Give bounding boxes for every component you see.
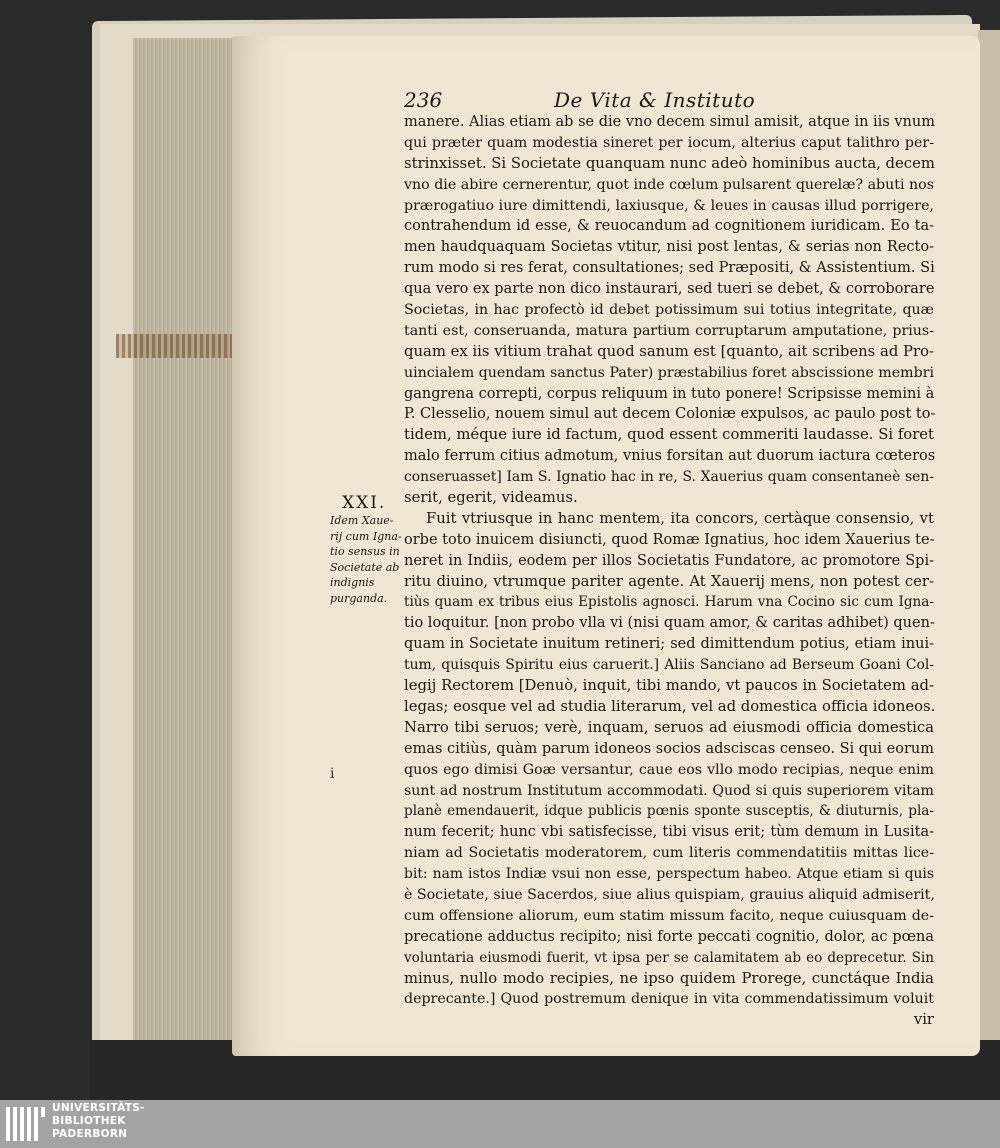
text-line: tiùs quam ex tribus eius Epistolis agnosci. Harum vna Cocino sic cum Igna- [404, 594, 934, 611]
text-line: vno die abire cernerentur, quot inde cœlum pulsarent querelæ? abuti nos [404, 176, 934, 193]
text-line: cum offensione aliorum, eum statim missum facito, neque cuiusquam de- [404, 907, 934, 924]
text-line: deprecante.] Quod postremum denique in vita commendatissimum voluit [404, 991, 934, 1008]
marginal-note-line: rij cum Igna- [330, 529, 402, 543]
text-line: strinxisset. Si Societate quanquam nunc adeò hominibus aucta, decem [404, 154, 935, 172]
text-line: legij Rectorem [Denuò, inquit, tibi mando, vt paucos in Societatem ad- [404, 677, 934, 695]
text-line: gangrena correpti, corpus reliquum in tuto ponere! Scripsisse memini à [404, 385, 935, 402]
text-line: Societas, in hac profectò id debet potissimum sui totius integritate, quæ [404, 302, 934, 319]
text-line: uincialem quendam sanctus Pater) præstabilius foret abscissione membri [404, 364, 934, 381]
marginal-note-line: Idem Xaue- [330, 514, 394, 527]
text-line: tidem, méque iure id factum, quod essent commeriti laudasse. Si foret [404, 426, 934, 444]
text-line: niam ad Societatis moderatorem, cum literis commendatitiis mittas lice- [404, 845, 934, 862]
library-name-line: PADERBORN [52, 1128, 128, 1140]
marginal-note [330, 493, 410, 606]
text-line: rum modo si res ferat, consultationes; sed Præpositi, & Assistentium. Si [404, 260, 935, 277]
text-line: qua vero ex parte non dico instaurari, sed tueri se debet, & corroborare [404, 281, 935, 298]
text-line: minus, nullo modo recipies, ne ipso quidem Prorege, cunctáque India [404, 969, 934, 987]
margin-mark: i [330, 766, 335, 782]
marginal-note-line: indignis [330, 576, 375, 589]
main-text-block [404, 112, 934, 1031]
text-line: voluntaria eiusmodi fuerit, vt ipsa per se calamitatem ab eo deprecetur. Sin [404, 949, 934, 966]
text-line: legas; eosque vel ad studia literarum, vel ad domestica officia idoneos. [404, 697, 936, 715]
marginal-note-line: purganda. [330, 591, 388, 605]
text-line: ritu diuino, vtrumque pariter agente. At Xauerij mens, non potest cer- [404, 572, 934, 590]
library-footer [0, 1100, 1000, 1148]
text-line: è Societate, siue Sacerdos, siue alius quispiam, grauius aliquid admiserit, [404, 886, 935, 903]
marginal-note-line: Societate ab [330, 560, 400, 574]
library-name-line: UNIVERSITÄTS- [52, 1102, 145, 1114]
text-line: precatione adductus recipito; nisi forte peccati cognitio, dolor, ac pœna [404, 928, 934, 945]
text-line: tanti est, conseruanda, matura partium corruptarum amputatione, prius- [404, 322, 934, 339]
text-line: Fuit vtriusque in hanc mentem, ita concors, certàque consensio, vt [426, 509, 934, 527]
edge-stain [116, 334, 244, 358]
text-line: orbe toto inuicem disiuncti, quod Romæ Ignatius, hoc idem Xauerius te- [404, 531, 935, 548]
text-line: P. Clesselio, nouem simul aut decem Coloniæ expulsos, ac paulo post to- [404, 406, 936, 423]
text-line: neret in Indiis, eodem per illos Societatis Fundatore, ac promotore Spi- [404, 552, 934, 569]
text-line: conseruasset] Iam S. Ignatio hac in re, S. Xauerius quam consentaneè sen- [404, 469, 934, 486]
text-line: quam ex iis vitium trahat quod sanum est [quanto, ait scribens ad Pro- [404, 342, 934, 360]
page-number: 236 [404, 88, 443, 112]
marginal-note-line: tio sensus in [330, 545, 400, 558]
text-line: sunt ad nostrum Institutum accommodati. Quod si quis superiorem vitam [404, 782, 934, 799]
library-name [52, 1102, 145, 1141]
text-line: quam in Societate inuitum retineri; sed dimittendum potius, etiam inui- [404, 636, 934, 653]
library-name-line: BIBLIOTHEK [52, 1115, 126, 1127]
text-line: men haudquaquam Societas vtitur, nisi post lentas, & serias non Recto- [404, 239, 934, 256]
book-fore-edge [133, 38, 245, 1043]
text-line: num fecerit; hunc vbi satisfecisse, tibi visus erit; tùm demum in Lusita- [404, 824, 934, 841]
text-line: planè emendauerit, idque publicis pœnis sponte susceptis, & diuturnis, pla- [404, 803, 934, 820]
text-line: contrahendum id esse, & reuocandum ad cognitionem iuridicam. Eo ta- [404, 218, 934, 235]
library-logo-icon [4, 1104, 44, 1144]
text-line: manere. Alias etiam ab se die vno decem simul amisit, atque in iis vnum [404, 114, 935, 130]
text-line: qui præter quam modestia sineret per iocum, alterius caput talithro per- [404, 134, 934, 151]
text-line: serit, egerit, videamus. [404, 489, 578, 507]
page-header [404, 88, 934, 114]
running-title: De Vita & Instituto [554, 88, 756, 112]
text-line: Narro tibi seruos; verè, inquam, seruos ad eiusmodi officia domestica [404, 718, 934, 736]
text-line: tum, quisquis Spiritu eius caruerit.] Aliis Sanciano ad Berseum Goani Col- [404, 657, 934, 674]
text-line: prærogatiuo iure dimittendi, laxiusque, & leues in causas illud porrigere, [404, 197, 934, 214]
text-line: malo ferrum citius admotum, vnius forsitan aut duorum iactura cœteros [404, 448, 936, 465]
facing-page-edge [978, 30, 1000, 1040]
text-line: tio loquitur. [non probo vlla vi (nisi quam amor, & caritas adhibet) quen- [404, 615, 935, 632]
section-number: XXI. [342, 493, 387, 513]
text-line: bit: nam istos Indiæ vsui non esse, perspectum habeo. Atque etiam si quis [404, 866, 934, 883]
catchword: vir [913, 1011, 934, 1029]
text-line: emas citiùs, quàm parum idoneos socios adsciscas censeo. Si qui eorum [404, 740, 935, 757]
text-line: quos ego dimisi Goæ versantur, caue eos vllo modo recipias, neque enim [404, 761, 934, 778]
